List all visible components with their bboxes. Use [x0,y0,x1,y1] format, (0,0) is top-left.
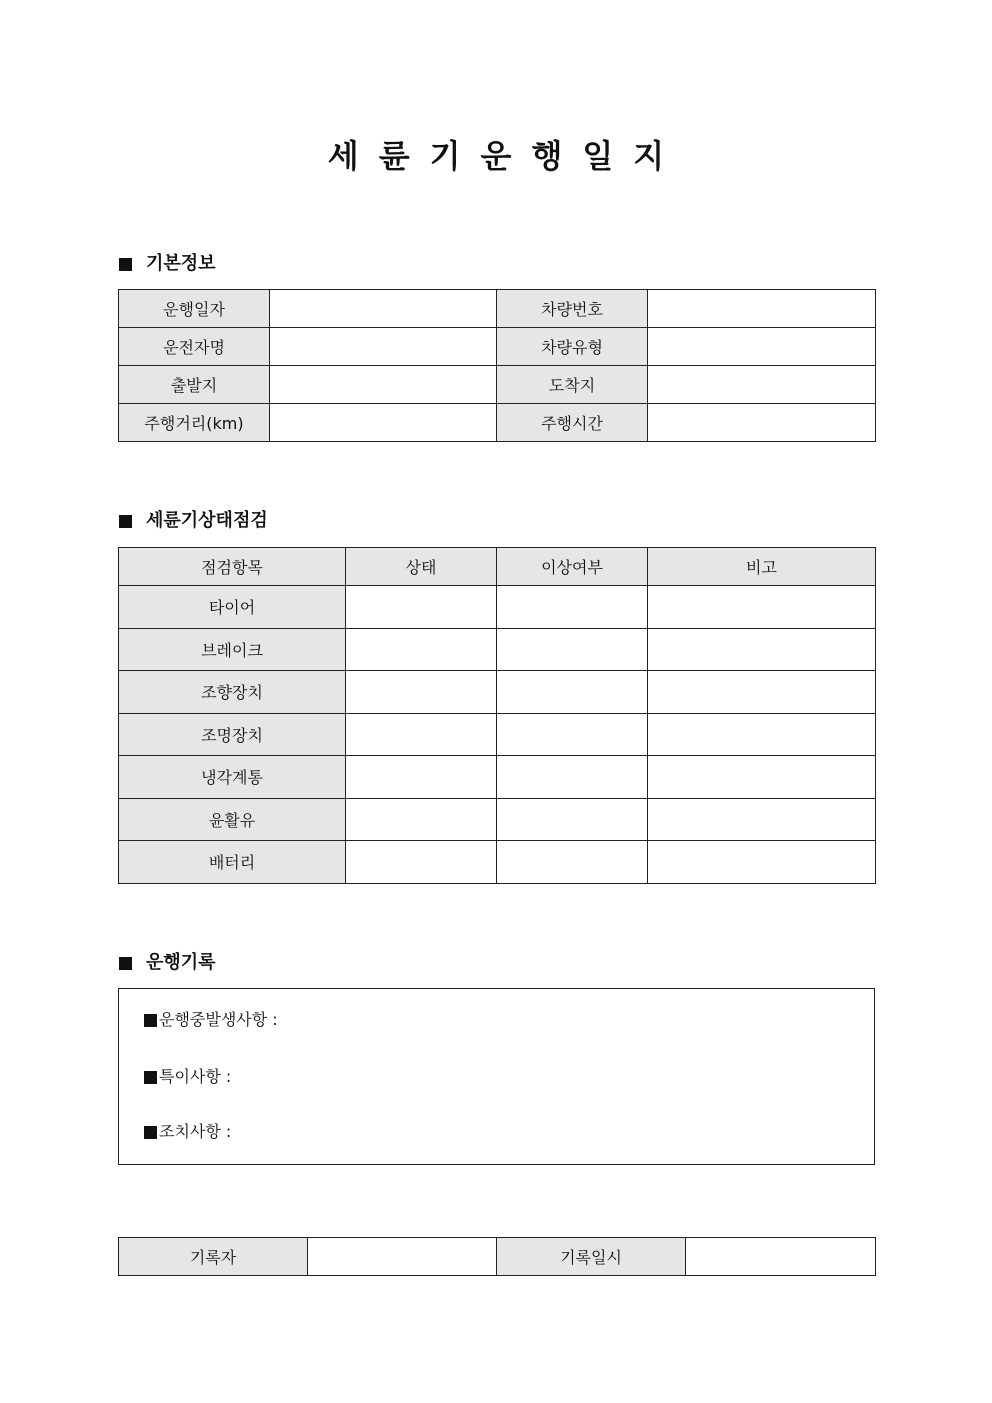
drive-time-field[interactable] [648,404,876,442]
remarks-field[interactable] [648,713,876,756]
column-header: 상태 [346,548,497,586]
table-row [119,290,876,328]
section-heading-operation-record [119,951,216,975]
label-cell: 운전자명 [119,328,270,366]
table-row [119,328,876,366]
label-cell: 주행시간 [497,404,648,442]
record-line-special-notes [144,1066,231,1088]
table-header-row [119,548,876,586]
inspection-item-label: 배터리 [119,841,346,884]
column-header: 점검항목 [119,548,346,586]
remarks-field[interactable] [648,798,876,841]
label-cell: 주행거리(km) [119,404,270,442]
record-line-incidents [144,1009,278,1031]
record-line-label: 조치사항 : [159,1122,232,1141]
signer-table [118,1237,876,1276]
column-header: 비고 [648,548,876,586]
section-heading-inspection [119,509,268,533]
table-row [119,756,876,799]
table-row [119,798,876,841]
label-cell: 기록자 [119,1238,308,1276]
status-field[interactable] [346,671,497,714]
square-bullet-icon [144,1014,157,1027]
abnormality-field[interactable] [497,586,648,629]
inspection-item-label: 타이어 [119,586,346,629]
page-title: 세륜기운행일지 [327,137,685,175]
record-line-actions-taken [144,1121,231,1143]
label-cell: 차량번호 [497,290,648,328]
inspection-item-label: 조명장치 [119,713,346,756]
abnormality-field[interactable] [497,798,648,841]
abnormality-field[interactable] [497,756,648,799]
inspection-table [118,547,876,884]
abnormality-field[interactable] [497,671,648,714]
vehicle-number-field[interactable] [648,290,876,328]
inspection-item-label: 브레이크 [119,628,346,671]
section-heading-basic-info [119,252,216,276]
label-cell: 도착지 [497,366,648,404]
recorder-field[interactable] [308,1238,497,1276]
abnormality-field[interactable] [497,841,648,884]
status-field[interactable] [346,586,497,629]
remarks-field[interactable] [648,671,876,714]
remarks-field[interactable] [648,628,876,671]
table-row [119,628,876,671]
departure-field[interactable] [270,366,497,404]
status-field[interactable] [346,628,497,671]
record-line-label: 특이사항 : [159,1067,232,1086]
table-row [119,404,876,442]
drive-date-field[interactable] [270,290,497,328]
remarks-field[interactable] [648,841,876,884]
status-field[interactable] [346,713,497,756]
square-bullet-icon [119,515,132,528]
remarks-field[interactable] [648,586,876,629]
status-field[interactable] [346,798,497,841]
table-row [119,713,876,756]
record-datetime-field[interactable] [686,1238,876,1276]
inspection-item-label: 조향장치 [119,671,346,714]
remarks-field[interactable] [648,756,876,799]
section-heading-label: 기본정보 [146,253,216,274]
status-field[interactable] [346,756,497,799]
table-row [119,841,876,884]
label-cell: 운행일자 [119,290,270,328]
table-row [119,1238,876,1276]
square-bullet-icon [119,258,132,271]
square-bullet-icon [119,957,132,970]
inspection-item-label: 냉각계통 [119,756,346,799]
label-cell: 차량유형 [497,328,648,366]
basic-info-table [118,289,876,442]
label-cell: 출발지 [119,366,270,404]
square-bullet-icon [144,1071,157,1084]
vehicle-type-field[interactable] [648,328,876,366]
record-line-label: 운행중발생사항 : [159,1010,278,1029]
table-row [119,671,876,714]
table-row [119,366,876,404]
destination-field[interactable] [648,366,876,404]
table-row [119,586,876,629]
section-heading-label: 세륜기상태점검 [146,510,268,531]
inspection-item-label: 윤활유 [119,798,346,841]
status-field[interactable] [346,841,497,884]
operation-record-box[interactable] [118,988,875,1165]
driver-name-field[interactable] [270,328,497,366]
square-bullet-icon [144,1126,157,1139]
column-header: 이상여부 [497,548,648,586]
abnormality-field[interactable] [497,628,648,671]
abnormality-field[interactable] [497,713,648,756]
section-heading-label: 운행기록 [146,952,216,973]
distance-field[interactable] [270,404,497,442]
label-cell: 기록일시 [497,1238,686,1276]
